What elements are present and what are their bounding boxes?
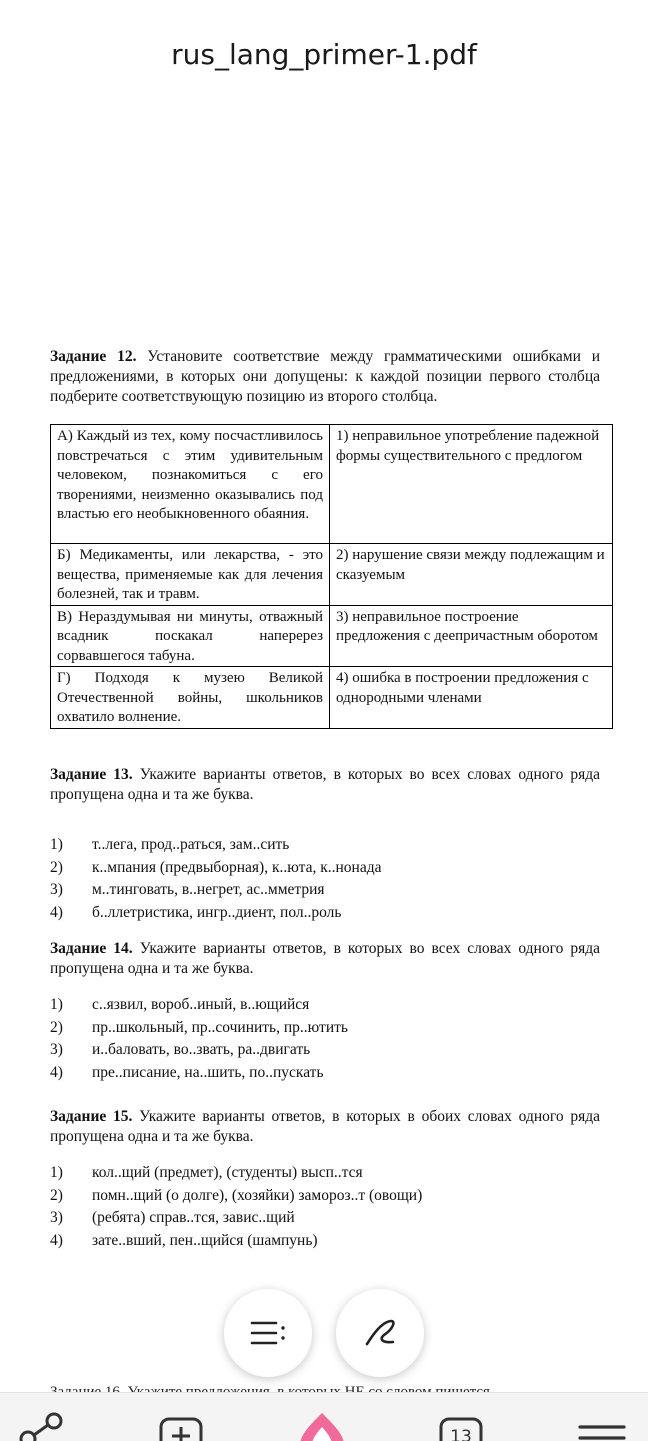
table-row	[51, 544, 613, 606]
task13-instruction	[50, 765, 600, 805]
table-cell-left: А) Каждый из тех, кому посчастливилось повстречаться с этим удивительным человеком, познакомиться с его творениями, неизменно оказывались под властью его необыкновенного обаяния.	[51, 425, 330, 544]
option-text: м..тинговать, в..негрет, ас..мметрия	[92, 881, 325, 898]
list-item	[50, 836, 381, 859]
bottom-toolbar	[0, 1392, 648, 1441]
add-button[interactable]	[157, 1405, 205, 1441]
task12-instruction	[50, 347, 600, 407]
page-number-badge: 13	[450, 1427, 472, 1441]
task12-table	[50, 424, 613, 729]
table-cell-left: В) Нераздумывая ни минуты, отважный всадник поскакал наперерез сорвавшегося табуна.	[51, 605, 330, 667]
option-text: зате..вший, пен..щийся (шампунь)	[92, 1231, 318, 1249]
list-icon	[248, 1318, 288, 1348]
share-icon	[18, 1405, 66, 1441]
option-text: т..лега, прод..раться, зам..сить	[92, 836, 290, 853]
list-item	[50, 1041, 348, 1064]
option-text: кол..щий (предмет), (студенты) высп..тся	[92, 1164, 363, 1181]
option-text: и..баловать, во..звать, ра..двигать	[92, 1041, 311, 1058]
option-number: 4)	[50, 1231, 63, 1249]
share-button[interactable]	[18, 1405, 66, 1441]
list-item	[50, 1187, 422, 1210]
table-cell-right: 4) ошибка в построении предложения с однородными членами	[330, 667, 613, 729]
option-number: 3)	[50, 1209, 63, 1226]
list-item	[50, 1019, 348, 1042]
option-number: 3)	[50, 1041, 63, 1058]
task15-options	[50, 1164, 422, 1254]
document-title: rus_lang_primer-1.pdf	[171, 38, 477, 71]
task15-label: Задание 15.	[50, 1108, 133, 1125]
option-text: с..язвил, вороб..иный, в..ющийся	[92, 996, 310, 1013]
table-cell-right: 2) нарушение связи между подлежащим и сказуемым	[330, 544, 613, 606]
highlight-drop-icon	[292, 1405, 352, 1441]
option-number: 4)	[50, 903, 63, 921]
option-text: б..ллетристика, ингр..диент, пол..роль	[92, 903, 342, 921]
task14-instruction	[50, 939, 600, 979]
table-row	[51, 605, 613, 667]
table-cell-left: Б) Медикаменты, или лекарства, - это вещества, применяемые как для лечения болезней, так и травм.	[51, 544, 330, 606]
table-row	[51, 667, 613, 729]
list-item	[50, 996, 348, 1019]
task15-text: Укажите варианты ответов, в которых в обоих словах одного ряда пропущена одна и та же буква.	[50, 1108, 600, 1145]
list-item	[50, 1232, 422, 1255]
task14-options	[50, 996, 348, 1086]
table-cell-right: 3) неправильное построение предложения с деепричастным оборотом	[330, 605, 613, 667]
task12-text: Установите соответствие между грамматическими ошибками и предложениями, в которых они допущены: к каждой позиции первого столбца подберите соответствующую позицию из второго столбца.	[50, 348, 601, 405]
menu-icon	[578, 1405, 626, 1441]
highlight-button[interactable]	[292, 1405, 352, 1441]
option-number: 2)	[50, 1186, 63, 1204]
option-number: 2)	[50, 858, 63, 876]
option-number: 1)	[50, 836, 63, 853]
task15-instruction	[50, 1107, 600, 1147]
option-text: (ребята) справ..тся, завис..щий	[92, 1209, 295, 1226]
menu-button[interactable]	[578, 1405, 626, 1441]
option-number: 1)	[50, 996, 63, 1013]
page-icon	[437, 1405, 485, 1441]
list-item	[50, 1064, 348, 1087]
task13-label: Задание 13.	[50, 766, 133, 783]
task12-label: Задание 12.	[50, 348, 137, 365]
pen-scribble-icon	[360, 1313, 400, 1353]
list-item	[50, 1209, 422, 1232]
option-number: 4)	[50, 1063, 63, 1081]
option-number: 2)	[50, 1018, 63, 1036]
list-item	[50, 881, 381, 904]
table-row	[51, 425, 613, 544]
list-item	[50, 859, 381, 882]
option-number: 3)	[50, 881, 63, 898]
task13-text: Укажите варианты ответов, в которых во всех словах одного ряда пропущена одна и та же буква.	[50, 766, 600, 803]
task14-text: Укажите варианты ответов, в которых во всех словах одного ряда пропущена одна и та же буква.	[50, 940, 600, 977]
option-text: помн..щий (о долге), (хозяйки) замороз..т (овощи)	[92, 1186, 423, 1204]
add-icon	[157, 1405, 205, 1441]
task14-label: Задание 14.	[50, 940, 133, 957]
option-text: пре..писание, на..шить, по..пускать	[92, 1063, 324, 1081]
page-button[interactable]	[437, 1405, 485, 1441]
list-item	[50, 904, 381, 927]
task13-options	[50, 836, 381, 926]
list-item	[50, 1164, 422, 1187]
table-cell-left: Г) Подходя к музею Великой Отечественной войны, школьников охватило волнение.	[51, 667, 330, 729]
option-number: 1)	[50, 1164, 63, 1181]
option-text: пр..школьный, пр..сочинить, пр..ютить	[92, 1018, 348, 1036]
annotate-button[interactable]	[336, 1289, 424, 1377]
option-text: к..мпания (предвыборная), к..юта, к..нонада	[92, 858, 382, 876]
table-cell-right: 1) неправильное употребление падежной формы существительного с предлогом	[330, 425, 613, 544]
table-of-contents-button[interactable]	[224, 1289, 312, 1377]
